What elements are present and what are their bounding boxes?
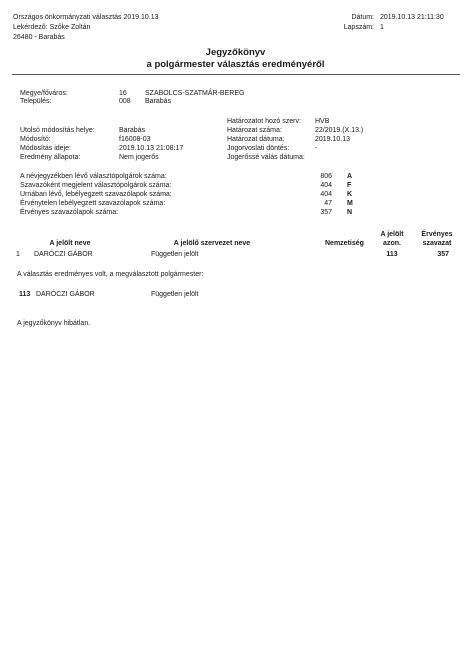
doc-subtitle: a polgármester választás eredményéről [146, 59, 325, 70]
final-date-label: Jogerőssé válás dátuma: [227, 154, 305, 161]
count-letter: F [347, 182, 352, 189]
count-label: Érvényes szavazólapok száma: [20, 209, 119, 216]
legal-remedy-value: - [315, 145, 318, 152]
decision-date-label: Határozat dátuma: [227, 136, 285, 143]
count-value: 357 [320, 209, 332, 216]
settlement-code: 008 [119, 98, 131, 105]
requester: Lekérdező: Szőke Zoltán [13, 24, 91, 31]
decision-number-label: Határozat száma: [227, 127, 282, 134]
candidate-id: 113 [386, 251, 398, 258]
winner-name: DARÓCZI GÁBOR [36, 291, 95, 298]
footer-note: A jegyzőkönyv hibátlan. [17, 320, 91, 327]
county-code: 16 [119, 90, 127, 97]
decision-date-value: 2019.10.13 [315, 136, 351, 143]
col-votes-header: Érvényes [421, 231, 453, 238]
modifier-label: Módosító: [20, 136, 51, 143]
decision-body-value: HVB [315, 118, 330, 125]
doc-title: Jegyzőkönyv [205, 47, 266, 58]
count-letter: K [347, 191, 353, 198]
location: 26480 - Barabás [13, 34, 65, 41]
col-id-header: A jelölt [380, 231, 404, 238]
count-label: A névjegyzékben lévő választópolgárok száma: [20, 173, 167, 180]
count-letter: A [347, 173, 353, 180]
count-value: 47 [324, 200, 332, 207]
count-label: Urnában lévő, lebélyegzett szavazólapok száma: [20, 191, 172, 198]
col-nationality-header: Nemzetiség [325, 240, 364, 247]
count-letter: N [347, 209, 353, 216]
count-value: 806 [320, 173, 332, 180]
modplace-value: Barabás [119, 127, 146, 134]
winner-org: Független jelölt [151, 291, 199, 298]
candidate-org: Független jelölt [151, 251, 199, 258]
modtime-value: 2019.10.13 21:08:17 [119, 145, 184, 152]
modtime-label: Módosítás ideje: [20, 145, 71, 152]
election-name: Országos önkormányzati választás 2019.10.13 [13, 14, 159, 21]
candidate-votes: 357 [437, 251, 449, 258]
modplace-label: Utolsó módosítás helye: [20, 127, 95, 134]
col-id-header-line2: azon. [383, 240, 401, 247]
status-label: Eredmény állapota: [20, 154, 81, 161]
count-label: Szavazóként megjelent választópolgárok száma: [20, 182, 172, 189]
count-value: 404 [320, 191, 332, 198]
settlement-name: Barabás [145, 98, 172, 105]
decision-number-value: 22/2019.(X.13.) [315, 127, 364, 134]
count-value: 404 [320, 182, 332, 189]
date-value: 2019.10.13 21:11:30 [380, 14, 444, 21]
winner-intro: A választás eredményes volt, a megválasztott polgármester: [17, 271, 204, 278]
legal-remedy-label: Jogorvoslati döntés: [227, 145, 290, 152]
page-value: 1 [380, 24, 384, 31]
count-letter: M [347, 200, 353, 207]
settlement-label: Település: [20, 98, 52, 105]
modifier-value: f16008-03 [119, 136, 151, 143]
decision-body-label: Határozatot hozó szerv: [227, 118, 301, 125]
county-name: SZABOLCS-SZATMÁR-BEREG [145, 90, 245, 97]
page-label: Lapszám: [343, 24, 374, 31]
winner-id: 113 [19, 291, 31, 298]
status-value: Nem jogerős [119, 154, 159, 161]
candidate-name: DARÓCZI GÁBOR [34, 251, 93, 258]
divider [12, 74, 460, 75]
row-index: 1 [16, 251, 20, 258]
col-votes-header-line2: szavazat [422, 240, 452, 247]
county-label: Megye/főváros: [20, 90, 68, 97]
col-org-header: A jelölő szervezet neve [173, 240, 251, 247]
col-candidate-header: A jelölt neve [49, 240, 91, 247]
count-label: Érvénytelen lebélyegzett szavazólapok száma: [20, 200, 166, 207]
date-label: Dátum: [351, 14, 374, 21]
